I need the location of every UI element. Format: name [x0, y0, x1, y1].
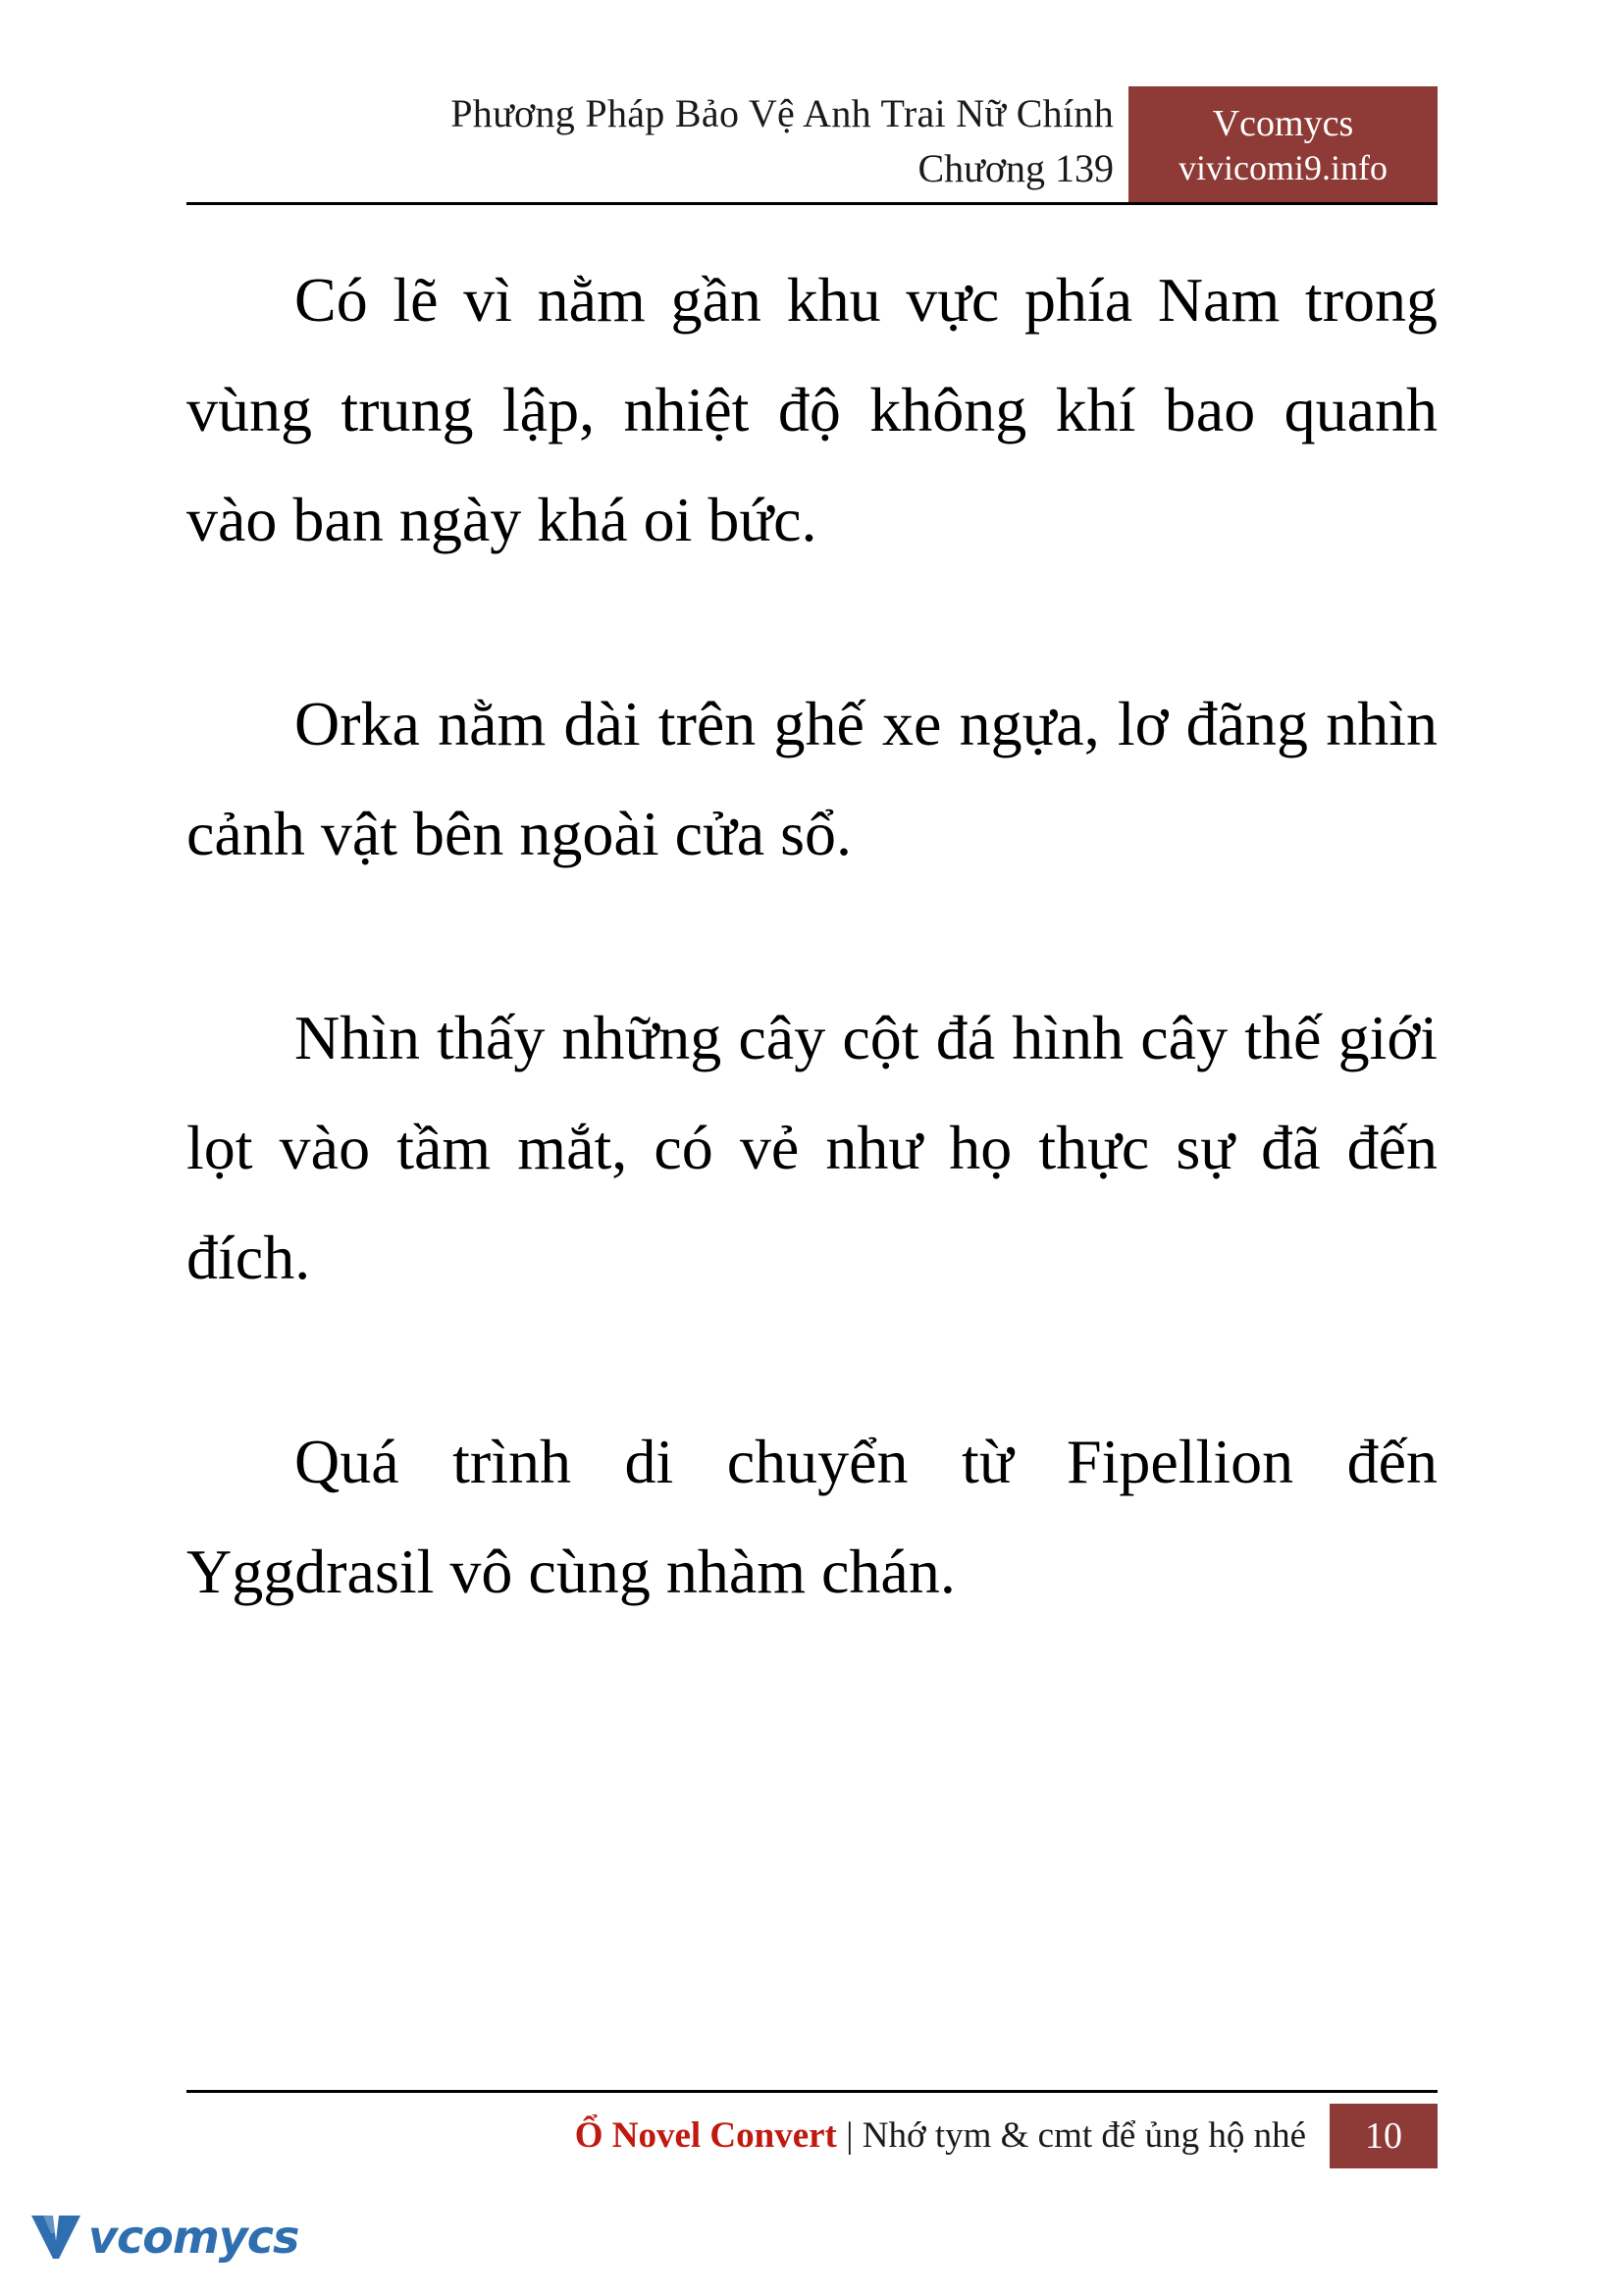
paragraph [186, 669, 1438, 889]
site-badge [1128, 86, 1438, 203]
header-divider [186, 202, 1438, 205]
footer-separator: | [836, 2115, 863, 2156]
paragraph [186, 983, 1438, 1313]
brand-name: Vcomycs [1212, 102, 1354, 144]
paragraph [186, 1407, 1438, 1627]
paragraph-text: Nhìn thấy những cây cột đá hình cây thế giới lọt vào tầm mắt, có vẻ như họ thực sự đã đến đích. [186, 1003, 1438, 1292]
chapter-label: Chương 139 [917, 146, 1114, 190]
footer-note: Nhớ tym & cmt để ủng hộ nhé [862, 2115, 1306, 2156]
book-title: Phương Pháp Bảo Vệ Anh Trai Nữ Chính [450, 91, 1114, 135]
paragraph-text: Quá trình di chuyển từ Fipellion đến Yggdrasil vô cùng nhàm chán. [186, 1427, 1438, 1606]
paragraph-text: Có lẽ vì nằm gần khu vực phía Nam trong vùng trung lập, nhiệt độ không khí bao quanh vào ban ngày khá oi bức. [186, 265, 1438, 554]
footer-content [186, 2104, 1438, 2168]
paragraph-text: Orka nằm dài trên ghế xe ngựa, lơ đãng nhìn cảnh vật bên ngoài cửa sổ. [186, 689, 1438, 868]
watermark-logo [29, 2198, 299, 2276]
site-url: vivicomi9.info [1179, 147, 1388, 187]
page-header [186, 86, 1438, 204]
footer-divider [186, 2090, 1438, 2093]
footer-novel-label: Ổ Novel Convert [574, 2115, 837, 2156]
watermark-text: vcomycs [88, 2211, 299, 2264]
vcomycs-mark-icon [29, 2212, 82, 2263]
page-content [186, 245, 1438, 1627]
page-number: 10 [1330, 2104, 1438, 2168]
paragraph [186, 245, 1438, 575]
page-footer [186, 2090, 1438, 2168]
footer-credit [575, 2104, 1306, 2168]
